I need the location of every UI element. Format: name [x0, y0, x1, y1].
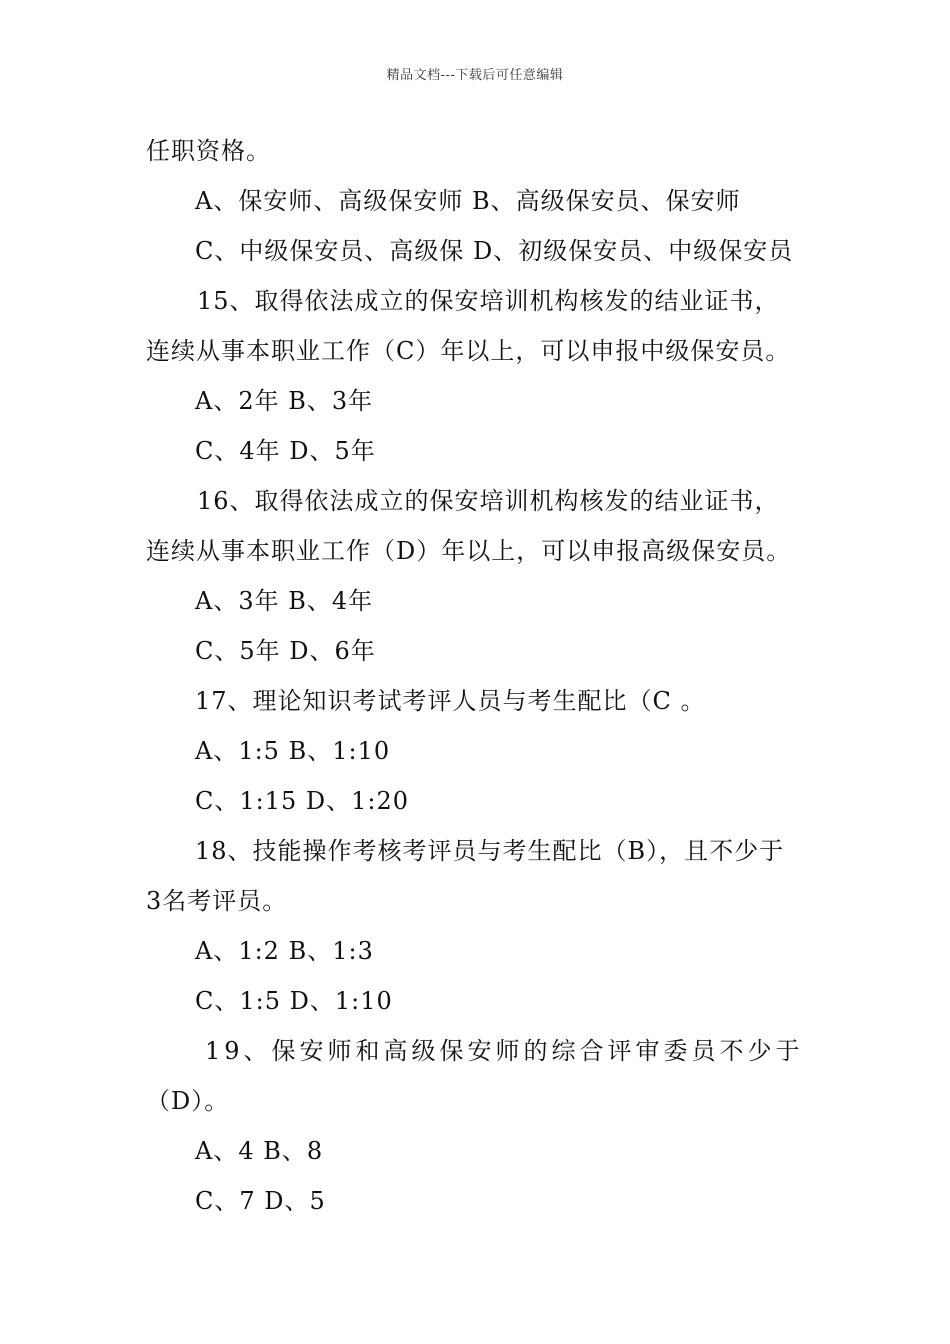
option-line: C、5年 D、6年 — [195, 637, 376, 665]
option-line: A、1:2 B、1:3 — [195, 937, 374, 965]
question-line: 连续从事本职业工作（C）年以上，可以申报中级保安员。 — [146, 337, 791, 365]
question-line: 17、理论知识考试考评人员与考生配比（C 。 — [195, 687, 706, 715]
question-line: （D）。 — [146, 1087, 230, 1115]
page-header: 精品文档---下载后可任意编辑 — [386, 68, 564, 83]
question-line: 连续从事本职业工作（D）年以上，可以申报高级保安员。 — [146, 537, 792, 565]
option-line: A、3年 B、4年 — [195, 587, 374, 615]
option-line: A、4 B、8 — [195, 1137, 324, 1165]
question-line: 16、取得依法成立的保安培训机构核发的结业证书， — [197, 487, 780, 515]
question-line: 18、技能操作考核考评员与考生配比（B），且不少于 — [195, 837, 785, 865]
question-line: 15、取得依法成立的保安培训机构核发的结业证书， — [197, 287, 780, 315]
question-line: 3名考评员。 — [146, 887, 288, 915]
option-line: A、2年 B、3年 — [195, 387, 374, 415]
question-line: 19、保安师和高级保安师的综合评审委员不少于 — [205, 1037, 804, 1065]
option-line: A、保安师、高级保安师 B、高级保安员、保安师 — [195, 187, 741, 215]
option-line: C、1:5 D、1:10 — [195, 987, 393, 1015]
option-line: A、1:5 B、1:10 — [195, 737, 391, 765]
text-line: 任职资格。 — [146, 137, 271, 165]
option-line: C、1:15 D、1:20 — [195, 787, 410, 815]
option-line: C、7 D、5 — [195, 1187, 326, 1215]
option-line: C、4年 D、5年 — [195, 437, 376, 465]
option-line: C、中级保安员、高级保 D、初级保安员、中级保安员 — [195, 237, 794, 265]
